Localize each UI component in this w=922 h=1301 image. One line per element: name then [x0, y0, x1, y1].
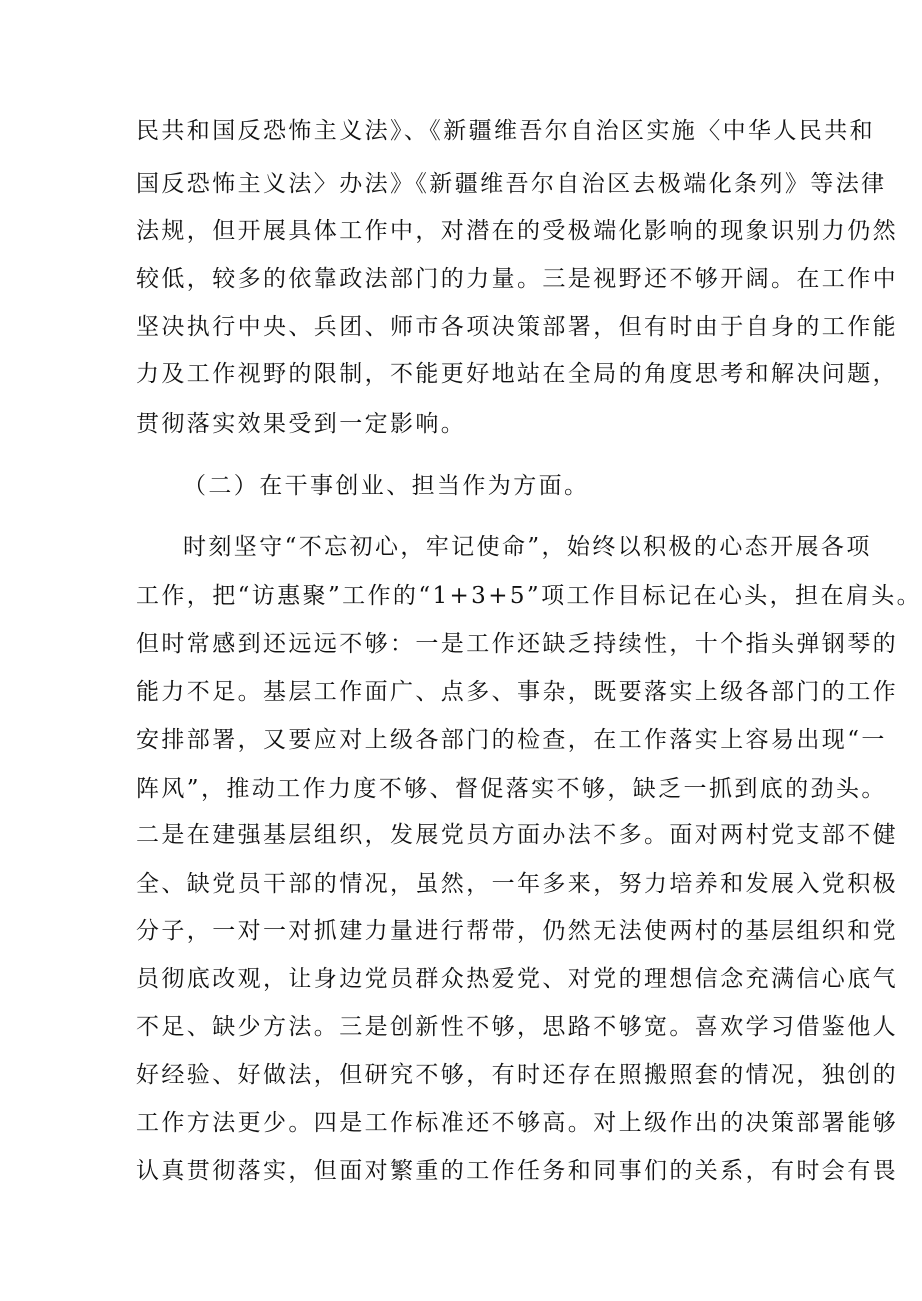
- text-line: 工作方法更少。四是工作标准还不够高。对上级作出的决策部署能够: [136, 1110, 898, 1136]
- text-line: 不足、缺少方法。三是创新性不够，思路不够宽。喜欢学习借鉴他人: [136, 1014, 898, 1040]
- text-line: 贯彻落实效果受到一定影响。: [136, 411, 467, 437]
- text-line: 时刻坚守“不忘初心，牢记使命”，始终以积极的心态开展各项: [183, 534, 872, 560]
- text-line: 好经验、好做法，但研究不够，有时还存在照搬照套的情况，独创的: [136, 1062, 898, 1088]
- text-line: 二是在建强基层组织，发展党员方面办法不多。面对两村党支部不健: [136, 822, 898, 848]
- text-line: 全、缺党员干部的情况，虽然，一年多来，努力培养和发展入党积极: [136, 871, 898, 897]
- text-line: 安排部署，又要应对上级各部门的检查，在工作落实上容易出现“一: [136, 727, 887, 753]
- text-line: 较低，较多的依靠政法部门的力量。三是视野还不够开阔。在工作中: [136, 266, 898, 292]
- text-line: 民共和国反恐怖主义法》、《新疆维吾尔自治区实施〈中华人民共和: [136, 118, 875, 144]
- section-heading: （二）在干事创业、担当作为方面。: [183, 473, 590, 499]
- text-line: 法规，但开展具体工作中，对潜在的受极端化影响的现象识别力仍然: [136, 218, 898, 244]
- text-line: 力及工作视野的限制，不能更好地站在全局的角度思考和解决问题，: [136, 361, 898, 387]
- text-line: 能力不足。基层工作面广、点多、事杂，既要落实上级各部门的工作: [136, 679, 898, 705]
- text-line: 但时常感到还远远不够：一是工作还缺乏持续性，十个指头弹钢琴的: [136, 631, 898, 657]
- text-line: 国反恐怖主义法〉办法》《新疆维吾尔自治区去极端化条列》等法律: [136, 171, 887, 197]
- text-line: 坚决执行中央、兵团、师市各项决策部署，但有时由于自身的工作能: [136, 314, 898, 340]
- text-line: 员彻底改观，让身边党员群众热爱党、对党的理想信念充满信心底气: [136, 966, 898, 992]
- text-line: 工作，把“访惠聚”工作的“1+3+5”项工作目标记在心头，担在肩头。: [136, 583, 922, 609]
- text-line: 分子，一对一对抓建力量进行帮带，仍然无法使两村的基层组织和党: [136, 918, 898, 944]
- text-line: 阵风”，推动工作力度不够、督促落实不够，缺乏一抓到底的劲头。: [136, 776, 887, 802]
- text-line: 认真贯彻落实，但面对繁重的工作任务和同事们的关系，有时会有畏: [136, 1158, 898, 1184]
